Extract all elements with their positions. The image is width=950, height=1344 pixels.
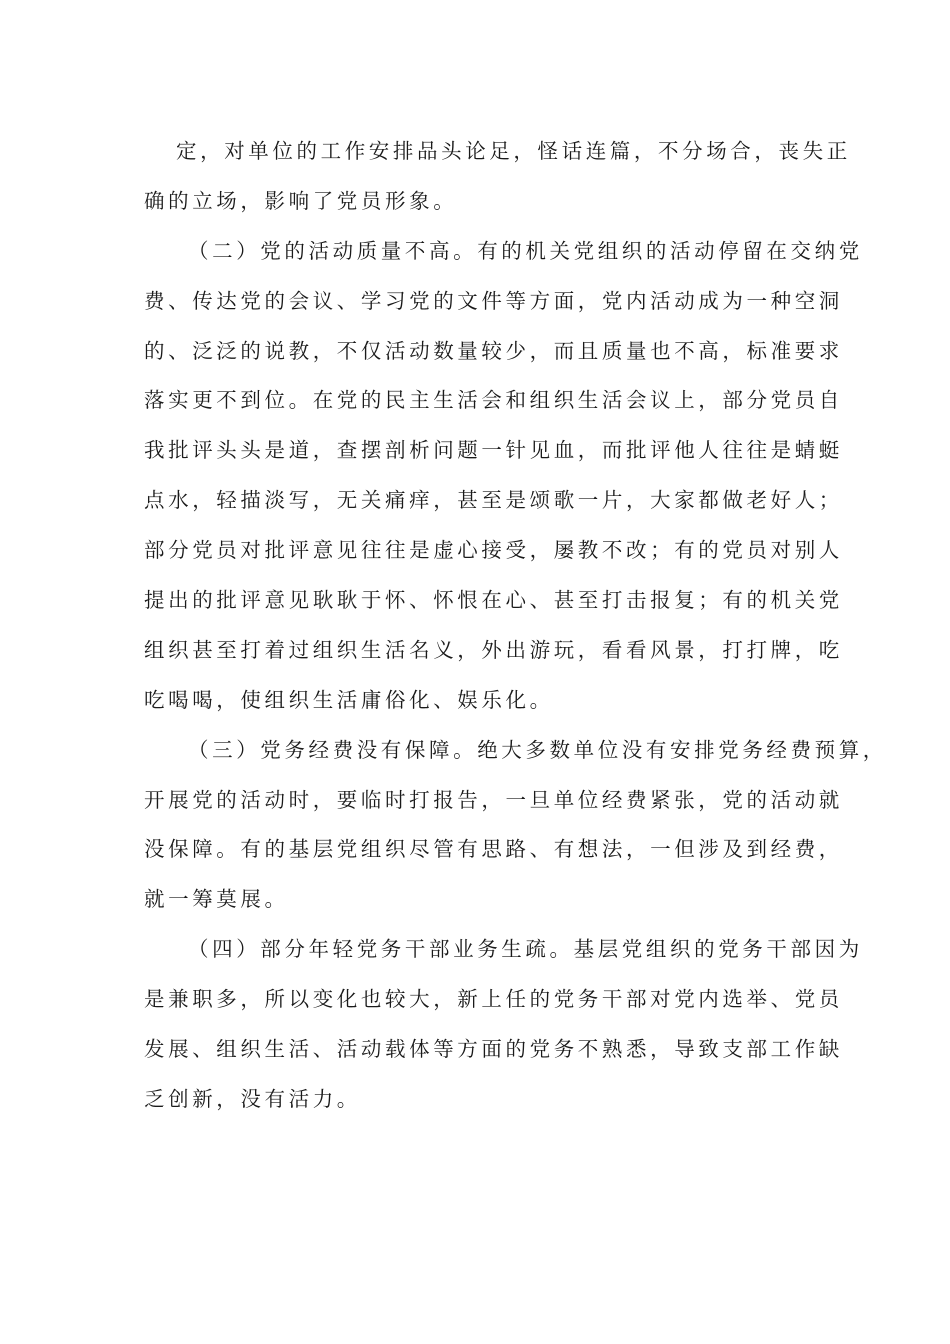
- paragraph-2-line-3: 的、泛泛的说教，不仅活动数量较少，而且质量也不高，标准要求: [144, 338, 843, 363]
- paragraph-2-line-7: 部分党员对批评意见往往是虚心接受，屡教不改；有的党员对别人: [144, 538, 843, 563]
- paragraph-2-line-2: 费、传达党的会议、学习党的文件等方面，党内活动成为一种空洞: [144, 288, 843, 313]
- paragraph-3-line-2: 开展党的活动时，要临时打报告，一旦单位经费紧张，党的活动就: [144, 787, 843, 812]
- paragraph-2-line-5: 我批评头头是道，查摆剖析问题一针见血，而批评他人往往是蜻蜓: [144, 438, 843, 463]
- paragraph-4-line-4: 乏创新，没有活力。: [144, 1086, 361, 1111]
- paragraph-1-line-2: 确的立场，影响了党员形象。: [144, 188, 458, 213]
- document-body: [144, 127, 887, 1125]
- paragraph-4-line-1: （四）部分年轻党务干部业务生疏。基层党组织的党务干部因为: [188, 937, 863, 962]
- paragraph-2-line-9: 组织甚至打着过组织生活名义，外出游玩，看看风景，打打牌，吃: [144, 637, 843, 662]
- paragraph-2-line-8: 提出的批评意见耿耿于怀、怀恨在心、甚至打击报复；有的机关党: [144, 588, 843, 613]
- paragraph-3-line-1: （三）党务经费没有保障。绝大多数单位没有安排党务经费预算，: [188, 737, 887, 762]
- paragraph-1-line-1: 定，对单位的工作安排品头论足，怪话连篇，不分场合，丧失正: [176, 139, 851, 163]
- paragraph-3-line-3: 没保障。有的基层党组织尽管有思路、有想法，一但涉及到经费，: [144, 837, 843, 862]
- paragraph-2-line-4: 落实更不到位。在党的民主生活会和组织生活会议上，部分党员自: [144, 388, 843, 413]
- paragraph-2-line-6: 点水，轻描淡写，无关痛痒，甚至是颂歌一片，大家都做老好人；: [144, 488, 843, 513]
- paragraph-4-line-3: 发展、组织生活、活动载体等方面的党务不熟悉，导致支部工作缺: [144, 1037, 843, 1062]
- paragraph-4-line-2: 是兼职多，所以变化也较大，新上任的党务干部对党内选举、党员: [144, 987, 843, 1012]
- paragraph-3-line-4: 就一筹莫展。: [144, 887, 289, 912]
- paragraph-2-line-10: 吃喝喝，使组织生活庸俗化、娱乐化。: [144, 687, 554, 712]
- paragraph-2-line-1: （二）党的活动质量不高。有的机关党组织的活动停留在交纳党: [188, 238, 863, 263]
